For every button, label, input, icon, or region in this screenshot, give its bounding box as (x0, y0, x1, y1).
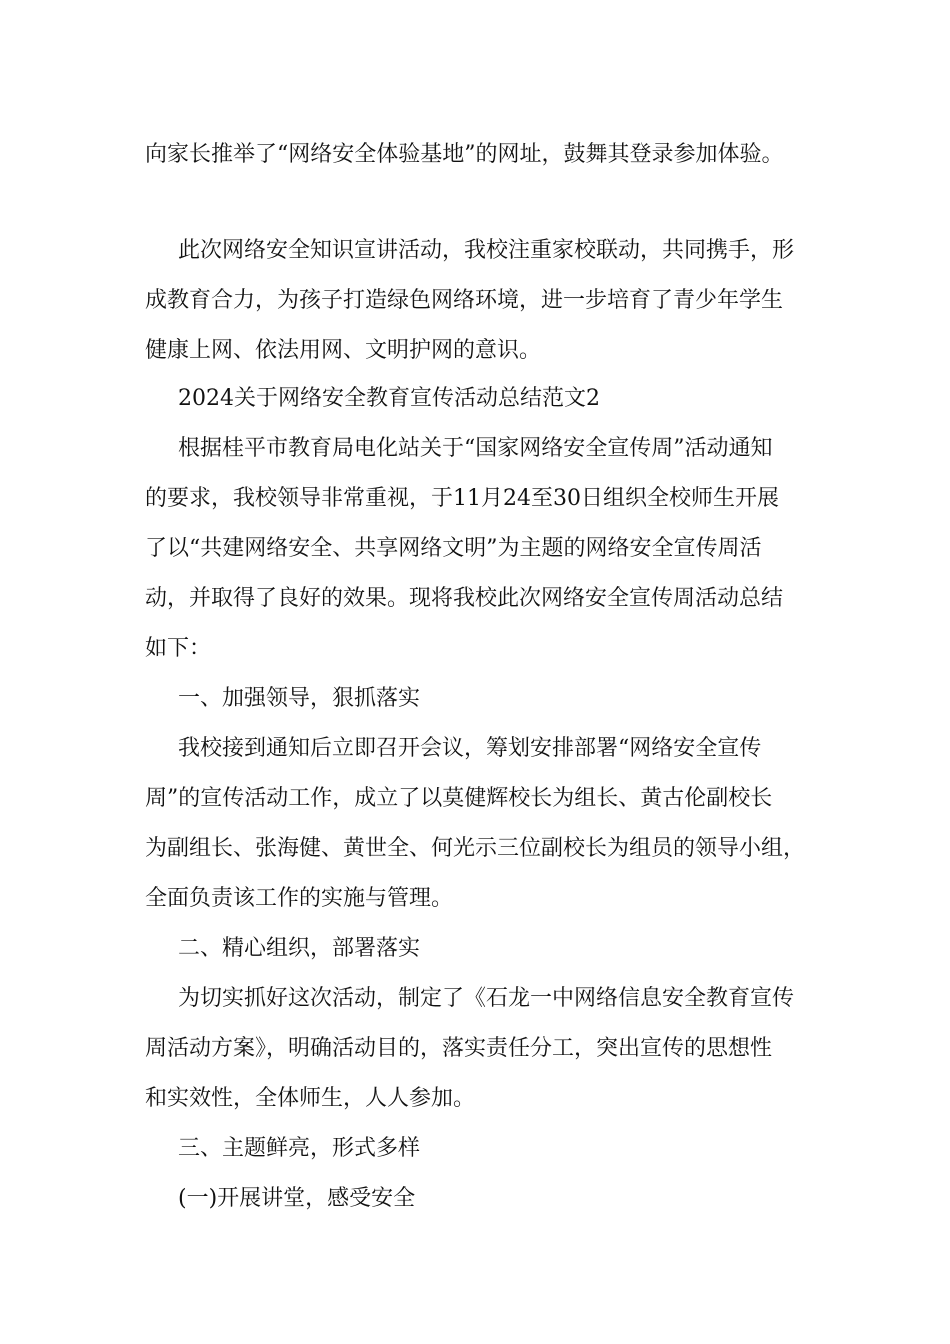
paragraph-line: 和实效性，全体师生，人人参加。 (145, 1086, 476, 1111)
paragraph-line: 全面负责该工作的实施与管理。 (145, 886, 454, 911)
paragraph-line: 根据桂平市教育局电化站关于“国家网络安全宣传周”活动通知 (178, 436, 773, 461)
subheading: (一)开展讲堂，感受安全 (178, 1186, 416, 1211)
paragraph-line: 了以“共建网络安全、共享网络文明”为主题的网络安全宣传周活 (145, 536, 762, 561)
section-title: 2024关于网络安全教育宣传活动总结范文2 (178, 386, 600, 411)
paragraph-line: 周”的宣传活动工作，成立了以莫健辉校长为组长、黄古伦副校长 (145, 786, 773, 811)
paragraph-line: 向家长推举了“网络安全体验基地”的网址，鼓舞其登录参加体验。 (145, 142, 784, 167)
paragraph-line: 动，并取得了良好的效果。现将我校此次网络安全宣传周活动总结 (145, 586, 784, 611)
paragraph-line: 此次网络安全知识宣讲活动，我校注重家校联动，共同携手，形 (178, 238, 795, 263)
paragraph-line: 健康上网、依法用网、文明护网的意识。 (145, 338, 542, 363)
heading-3: 三、主题鲜亮，形式多样 (178, 1136, 421, 1161)
heading-2: 二、精心组织，部署落实 (178, 936, 421, 961)
paragraph-line: 如下： (145, 636, 212, 661)
paragraph-line: 成教育合力，为孩子打造绿色网络环境，进一步培育了青少年学生 (145, 288, 784, 313)
paragraph-line: 周活动方案》，明确活动目的，落实责任分工，突出宣传的思想性 (145, 1036, 773, 1061)
heading-1: 一、加强领导，狠抓落实 (178, 686, 421, 711)
paragraph-line: 为切实抓好这次活动，制定了《石龙一中网络信息安全教育宣传 (178, 986, 795, 1011)
paragraph-line: 为副组长、张海健、黄世全、何光示三位副校长为组员的领导小组， (145, 836, 806, 861)
paragraph-line: 我校接到通知后立即召开会议，筹划安排部署“网络安全宣传 (178, 736, 762, 761)
paragraph-line: 的要求，我校领导非常重视，于11月24至30日组织全校师生开展 (145, 486, 779, 511)
